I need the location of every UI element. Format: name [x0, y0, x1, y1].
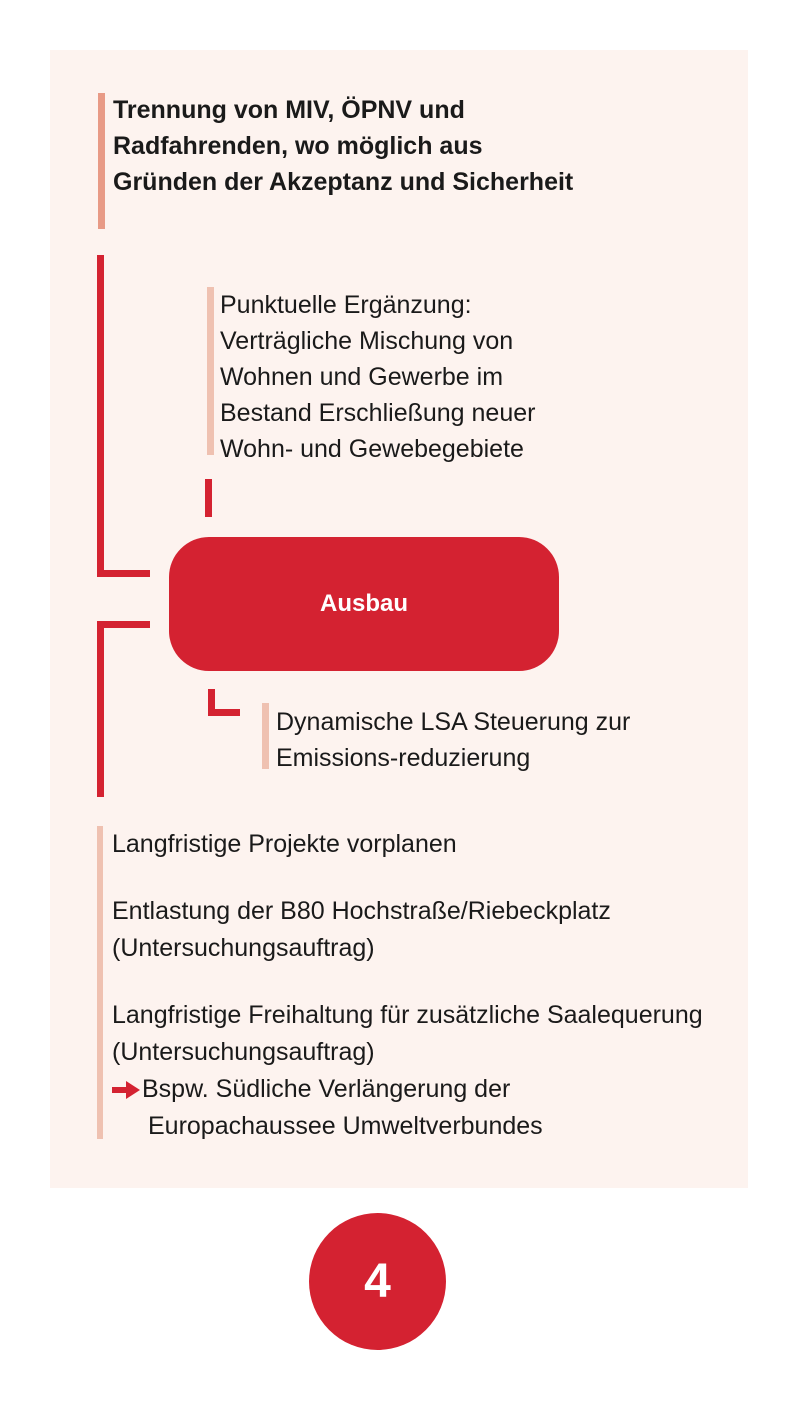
- bottom-list: [112, 826, 722, 1145]
- arrow-line: [112, 1071, 722, 1108]
- connector-lower-horizontal: [97, 621, 150, 628]
- arrow-right-icon: [112, 1071, 142, 1108]
- heading-text: Trennung von MIV, ÖPNV und Radfahrenden, wo möglich aus Gründen der Akzeptanz und Sicherheit: [113, 96, 574, 196]
- ausbau-label: Ausbau: [319, 590, 408, 617]
- connector-upper-vertical: [97, 255, 104, 576]
- upper-block-accent-bar: [207, 287, 214, 455]
- list-item-projects: Langfristige Projekte vorplanen: [112, 830, 457, 858]
- list-item-saalequerung: Langfristige Freihaltung für zusätzliche Saalequerung (Untersuchungsauftrag): [112, 1001, 703, 1066]
- step-number-badge: [309, 1213, 446, 1350]
- connector-lower-vertical: [97, 621, 104, 797]
- arrow-line-continuation: Europachaussee Umweltverbundes: [148, 1112, 543, 1140]
- step-number: 4: [364, 1255, 391, 1308]
- upper-block-connector: [205, 479, 212, 517]
- connector-upper-horizontal: [97, 570, 150, 577]
- lower-block-text: Dynamische LSA Steuerung zur Emissions-reduzierung: [276, 708, 631, 772]
- lower-block-accent-bar: [262, 703, 269, 769]
- ausbau-node: [169, 537, 559, 671]
- bottom-accent-bar: [97, 826, 103, 1139]
- arrow-line-text: Bspw. Südliche Verlängerung der: [142, 1075, 511, 1103]
- upper-block-text: Punktuelle Ergänzung: Verträgliche Mischung von Wohnen und Gewerbe im Bestand Erschließung neuer Wohn- und Gewebegebiete: [220, 291, 536, 463]
- lower-block-connector-horizontal: [208, 709, 240, 716]
- list-item-b80: Entlastung der B80 Hochstraße/Riebeckplatz (Untersuchungsauftrag): [112, 897, 611, 962]
- heading-accent-bar: [98, 93, 105, 229]
